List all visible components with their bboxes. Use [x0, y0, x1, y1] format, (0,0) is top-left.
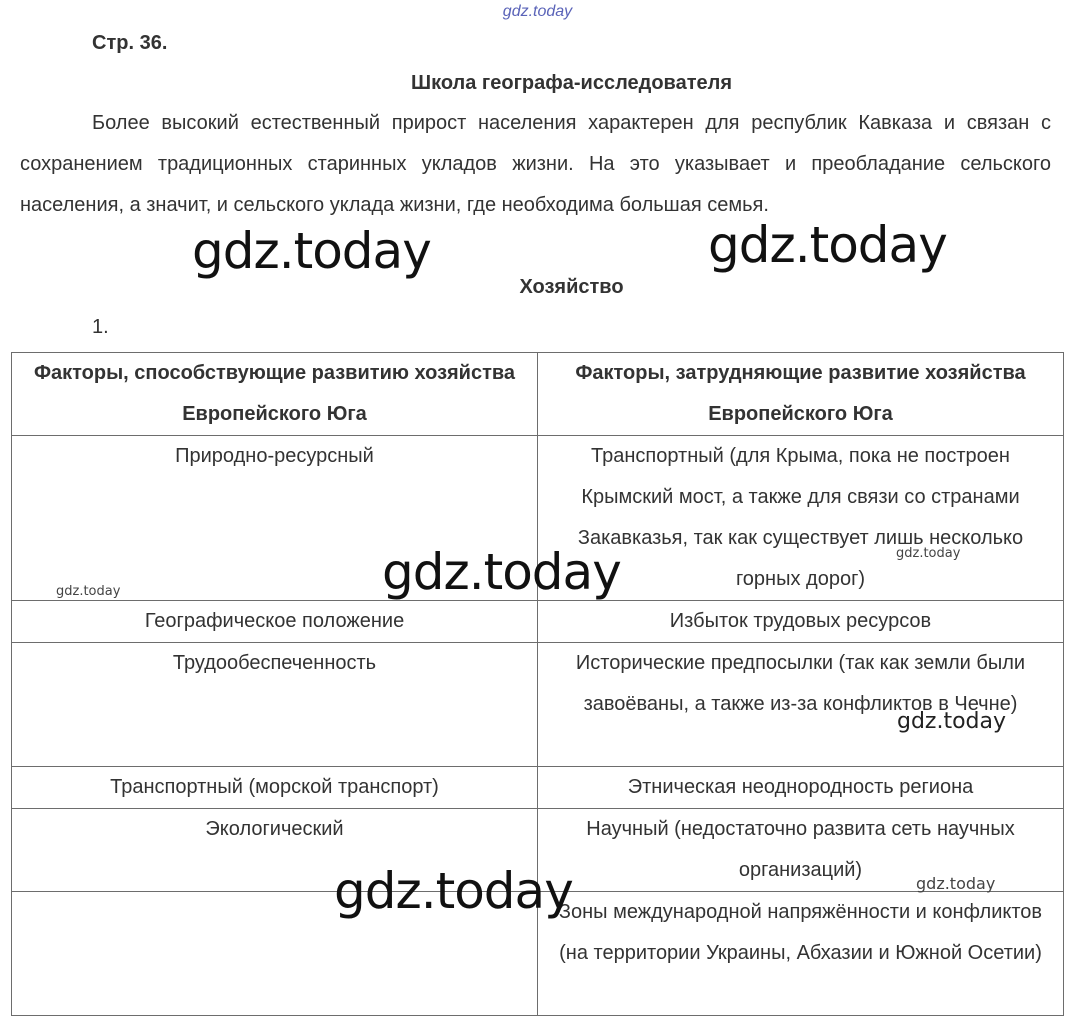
- table-cell: Исторические предпосылки (так как земли были завоёваны, а также из-за конфликтов в Чечне): [538, 643, 1064, 767]
- table-cell: Природно-ресурсный: [12, 436, 538, 601]
- watermark: gdz.today: [708, 216, 947, 274]
- watermark: gdz.today: [382, 543, 621, 601]
- table-row: [12, 892, 1064, 1016]
- watermark: gdz.today: [56, 584, 121, 599]
- watermark: gdz.today: [192, 222, 431, 280]
- page-number: Стр. 36.: [92, 32, 168, 54]
- watermark: gdz.today: [334, 862, 573, 920]
- table-row: [12, 809, 1064, 892]
- table-cell: [12, 892, 538, 1016]
- table-cell: Зоны международной напряжённости и конфликтов (на территории Украины, Абхазии и Южной Осетии): [538, 892, 1064, 1016]
- table-cell: Экологический: [12, 809, 538, 892]
- table-cell: Этническая неоднородность региона: [538, 767, 1064, 809]
- table-cell: Трудообеспеченность: [12, 643, 538, 767]
- table-row: [12, 767, 1064, 809]
- table-row: [12, 643, 1064, 767]
- header-negative-factors: Факторы, затрудняющие развитие хозяйства Европейского Юга: [538, 353, 1064, 436]
- body-paragraph: Более высокий естественный прирост населения характерен для республик Кавказа и связан с сохранением традиционных старинных укладов жизни. На это указывает и преобладание сельского населения, а значит, и сельского уклада жизни, где необходима большая семья.: [20, 112, 1051, 216]
- table-cell: Избыток трудовых ресурсов: [538, 601, 1064, 643]
- header-watermark: gdz.today: [502, 3, 573, 20]
- table-cell: Транспортный (морской транспорт): [12, 767, 538, 809]
- watermark: gdz.today: [896, 546, 961, 561]
- table-cell: Географическое положение: [12, 601, 538, 643]
- factors-table: [11, 352, 1064, 1016]
- table-row: [12, 436, 1064, 601]
- section-title-school: Школа географа-исследователя: [410, 72, 733, 94]
- watermark: gdz.today: [916, 874, 996, 893]
- table-cell: Транспортный (для Крыма, пока не построен Крымский мост, а также для связи со странами Закавказья, так как существует лишь несколько горных дорог): [538, 436, 1064, 601]
- task-number: 1.: [92, 316, 109, 338]
- section-title-economy: Хозяйство: [519, 276, 624, 298]
- table-header-row: [12, 353, 1064, 436]
- table-row: [12, 601, 1064, 643]
- watermark: gdz.today: [897, 709, 1007, 734]
- table-cell: Научный (недостаточно развита сеть научных организаций): [538, 809, 1064, 892]
- header-positive-factors: Факторы, способствующие развитию хозяйства Европейского Юга: [12, 353, 538, 436]
